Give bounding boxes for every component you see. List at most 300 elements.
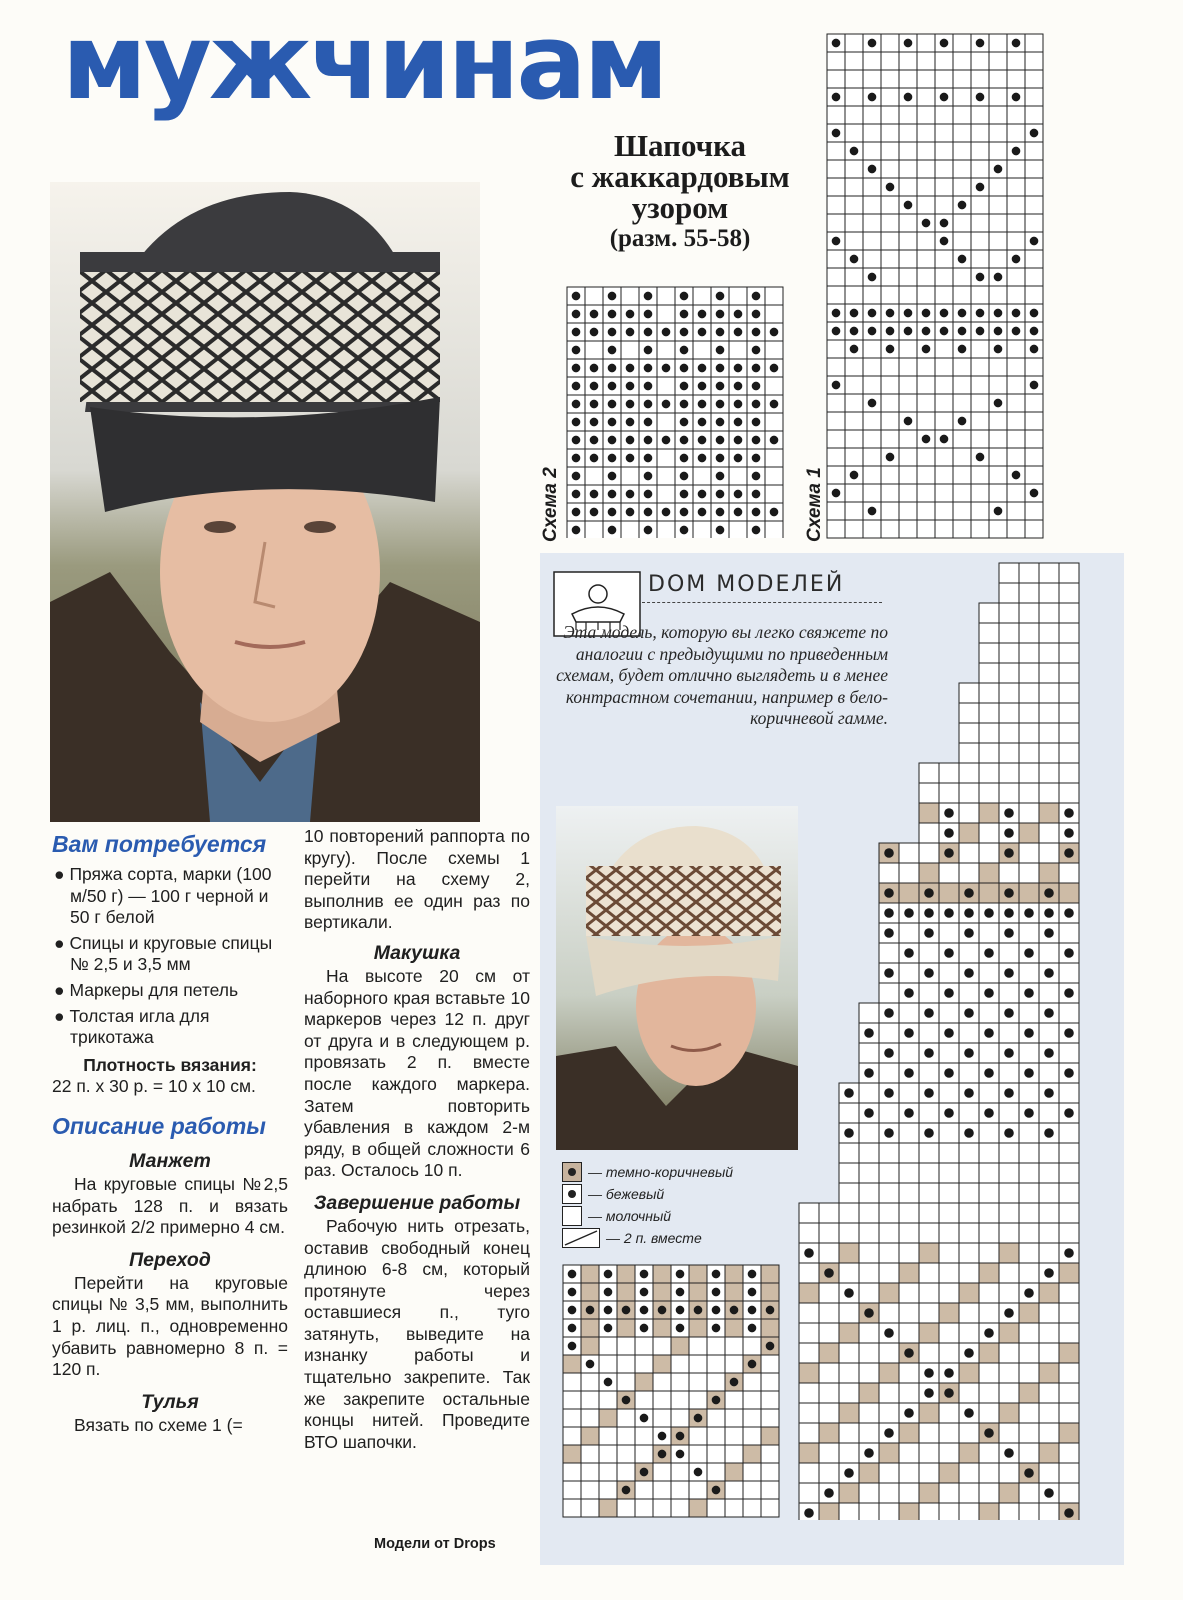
chart-stitch-dot	[694, 1306, 703, 1315]
chart-stitch-dot	[716, 310, 725, 319]
chart-stitch-dot	[850, 345, 859, 354]
chart-stitch-dot	[640, 1468, 649, 1477]
chart-cell	[581, 1319, 599, 1337]
chart-stitch-dot	[676, 1324, 685, 1333]
chart-cell	[959, 1203, 979, 1223]
schema-2-grid	[566, 286, 788, 538]
chart-cell	[859, 1043, 879, 1063]
chart-stitch-dot	[608, 328, 617, 337]
chart-cell	[919, 1103, 939, 1123]
chart-cell	[653, 1337, 671, 1355]
chart-stitch-dot	[676, 1450, 685, 1459]
chart-cell	[999, 1423, 1019, 1443]
chart-cell	[859, 1123, 879, 1143]
chart-stitch-dot	[572, 454, 581, 463]
chart-cell	[939, 1323, 959, 1343]
chart-cell	[859, 1263, 879, 1283]
chart-cell	[689, 1319, 707, 1337]
chart-cell	[859, 1463, 879, 1483]
chart-cell	[1007, 214, 1025, 232]
chart-stitch-dot	[1030, 129, 1039, 138]
chart-stitch-dot	[626, 490, 635, 499]
chart-stitch-dot	[884, 1048, 894, 1058]
chart-cell	[725, 1481, 743, 1499]
chart-stitch-dot	[680, 526, 689, 535]
crown-heading: Макушка	[373, 941, 461, 964]
chart-cell	[827, 520, 845, 538]
chart-cell	[859, 1363, 879, 1383]
chart-stitch-dot	[1012, 93, 1021, 102]
chart-cell	[657, 305, 675, 323]
chart-cell	[917, 376, 935, 394]
chart-cell	[979, 823, 999, 843]
chart-stitch-dot	[1024, 948, 1034, 958]
chart-stitch-dot	[944, 1388, 954, 1398]
chart-cell	[1039, 983, 1059, 1003]
chart-cell	[899, 70, 917, 88]
chart-cell	[819, 1463, 839, 1483]
chart-stitch-dot	[844, 1128, 854, 1138]
chart-stitch-dot	[640, 1270, 649, 1279]
chart-cell	[999, 583, 1019, 603]
chart-stitch-dot	[680, 472, 689, 481]
chart-stitch-dot	[904, 309, 913, 318]
chart-cell	[999, 1023, 1019, 1043]
chart-cell	[799, 1343, 819, 1363]
legend-label-k2tog: — 2 п. вместе	[606, 1230, 702, 1246]
chart-cell	[761, 1283, 779, 1301]
chart-cell	[1039, 1303, 1059, 1323]
chart-stitch-dot	[940, 93, 949, 102]
chart-cell	[1019, 843, 1039, 863]
chart-stitch-dot	[824, 1488, 834, 1498]
chart-stitch-dot	[590, 382, 599, 391]
chart-cell	[863, 376, 881, 394]
chart-cell	[725, 1337, 743, 1355]
chart-stitch-dot	[626, 382, 635, 391]
chart-cell	[1007, 484, 1025, 502]
chart-cell	[827, 430, 845, 448]
chart-stitch-dot	[716, 382, 725, 391]
chart-stitch-dot	[1044, 1048, 1054, 1058]
chart-cell	[1039, 823, 1059, 843]
chart-cell	[881, 394, 899, 412]
chart-cell	[729, 467, 747, 485]
chart-cell	[959, 723, 979, 743]
chart-cell	[971, 250, 989, 268]
chart-cell	[845, 34, 863, 52]
chart-cell	[617, 1319, 635, 1337]
pattern-size: (разм. 55-58)	[609, 225, 751, 252]
chart-cell	[653, 1373, 671, 1391]
chart-cell	[953, 178, 971, 196]
chart-cell	[971, 430, 989, 448]
chart-cell	[653, 1499, 671, 1517]
chart-cell	[1025, 52, 1043, 70]
chart-cell	[959, 803, 979, 823]
chart-stitch-dot	[770, 400, 779, 409]
chart-stitch-dot	[964, 1128, 974, 1138]
needs-item-needle: ● Толстая игла для трикотажа	[54, 1005, 210, 1048]
chart-cell	[707, 1445, 725, 1463]
chart-cell	[953, 52, 971, 70]
chart-cell	[935, 286, 953, 304]
chart-cell	[939, 1443, 959, 1463]
chart-cell	[827, 448, 845, 466]
body-heading: Тулья	[141, 1390, 199, 1413]
chart-stitch-dot	[680, 436, 689, 445]
chart-cell	[881, 70, 899, 88]
chart-stitch-dot	[572, 328, 581, 337]
chart-cell	[1007, 232, 1025, 250]
chart-cell	[919, 1343, 939, 1363]
chart-stitch-dot	[604, 1378, 613, 1387]
chart-cell	[1019, 663, 1039, 683]
chart-cell	[881, 88, 899, 106]
chart-cell	[859, 1243, 879, 1263]
chart-cell	[585, 287, 603, 305]
chart-cell	[827, 142, 845, 160]
chart-cell	[899, 466, 917, 484]
chart-cell	[1007, 196, 1025, 214]
chart-cell	[989, 142, 1007, 160]
chart-stitch-dot	[752, 364, 761, 373]
chart-cell	[1039, 663, 1059, 683]
chart-cell	[1039, 863, 1059, 883]
chart-cell	[959, 763, 979, 783]
chart-cell	[979, 723, 999, 743]
middle-column	[304, 826, 530, 1453]
chart-cell	[1059, 1343, 1079, 1363]
chart-cell	[863, 358, 881, 376]
chart-cell	[899, 1123, 919, 1143]
chart-cell	[939, 1043, 959, 1063]
chart-cell	[881, 250, 899, 268]
chart-stitch-dot	[868, 507, 877, 516]
chart-cell	[863, 196, 881, 214]
chart-stitch-dot	[984, 908, 994, 918]
chart-cell	[919, 1263, 939, 1283]
chart-stitch-dot	[1064, 1028, 1074, 1038]
chart-cell	[1039, 1503, 1059, 1520]
chart-cell	[761, 1391, 779, 1409]
chart-stitch-dot	[944, 808, 954, 818]
chart-cell	[979, 1243, 999, 1263]
chart-cell	[859, 1083, 879, 1103]
chart-stitch-dot	[964, 1088, 974, 1098]
chart-cell	[917, 394, 935, 412]
chart-stitch-dot	[734, 310, 743, 319]
chart-stitch-dot	[1064, 808, 1074, 818]
needs-heading: Вам потребуется	[52, 831, 267, 857]
crown-text: На высоте 20 см от наборного края вставьте 10 маркеров через 12 п. друг от друга и в следующем р. провязать 2 п. вместе после каждого маркера. Затем повторить убавления в каждом 2-м ряду, в общей сложности 6 раз. Осталось 10 п.	[304, 965, 530, 1181]
chart-cell	[959, 1063, 979, 1083]
chart-cell	[1059, 1163, 1079, 1183]
chart-cell	[827, 466, 845, 484]
chart-cell	[689, 1373, 707, 1391]
chart-cell	[581, 1463, 599, 1481]
chart-cell	[917, 412, 935, 430]
chart-stitch-dot	[698, 508, 707, 517]
chart-cell	[999, 763, 1019, 783]
chart-cell	[863, 178, 881, 196]
chart-stitch-dot	[944, 848, 954, 858]
chart-stitch-dot	[1024, 988, 1034, 998]
chart-stitch-dot	[850, 309, 859, 318]
chart-stitch-dot	[590, 310, 599, 319]
chart-cell	[617, 1427, 635, 1445]
chart-cell	[939, 1303, 959, 1323]
chart-cell	[881, 376, 899, 394]
chart-stitch-dot	[658, 1306, 667, 1315]
chart-stitch-dot	[712, 1306, 721, 1315]
chart-cell	[761, 1409, 779, 1427]
chart-cell	[1059, 723, 1079, 743]
chart-cell	[671, 1355, 689, 1373]
chart-cell	[827, 106, 845, 124]
chart-stitch-dot	[1044, 908, 1054, 918]
chart-stitch-dot	[698, 418, 707, 427]
chart-stitch-dot	[770, 436, 779, 445]
chart-stitch-dot	[864, 1108, 874, 1118]
chart-cell	[959, 863, 979, 883]
chart-cell	[599, 1463, 617, 1481]
chart-stitch-dot	[572, 508, 581, 517]
chart-cell	[899, 1483, 919, 1503]
chart-stitch-dot	[662, 436, 671, 445]
chart-cell	[979, 1303, 999, 1323]
chart-cell	[1019, 643, 1039, 663]
chart-cell	[989, 70, 1007, 88]
chart-cell	[899, 1463, 919, 1483]
chart-cell	[1007, 340, 1025, 358]
chart-stitch-dot	[1044, 928, 1054, 938]
chart-cell	[1025, 358, 1043, 376]
chart-cell	[919, 863, 939, 883]
chart-cell	[1039, 743, 1059, 763]
chart-cell	[765, 467, 783, 485]
chart-stitch-dot	[1064, 848, 1074, 858]
chart-cell	[979, 1503, 999, 1520]
chart-cell	[725, 1265, 743, 1283]
chart-cell	[989, 214, 1007, 232]
chart-stitch-dot	[712, 1288, 721, 1297]
chart-cell	[1019, 1483, 1039, 1503]
chart-cell	[999, 1063, 1019, 1083]
chart-cell	[1059, 1323, 1079, 1343]
chart-cell	[1019, 743, 1039, 763]
chart-stitch-dot	[994, 165, 1003, 174]
chart-cell	[1019, 1163, 1039, 1183]
chart-cell	[979, 1203, 999, 1223]
chart-cell	[657, 485, 675, 503]
chart-stitch-dot	[626, 364, 635, 373]
chart-cell	[635, 1391, 653, 1409]
chart-cell	[879, 1283, 899, 1303]
chart-cell	[1019, 823, 1039, 843]
chart-stitch-dot	[752, 490, 761, 499]
chart-cell	[657, 287, 675, 305]
chart-cell	[765, 485, 783, 503]
chart-cell	[581, 1337, 599, 1355]
chart-cell	[935, 412, 953, 430]
chart-stitch-dot	[712, 1396, 721, 1405]
chart-cell	[1019, 623, 1039, 643]
chart-cell	[999, 723, 1019, 743]
chart-stitch-dot	[886, 327, 895, 336]
legend-label-dark-brown: — темно-коричневый	[588, 1164, 734, 1180]
chart-cell	[939, 1143, 959, 1163]
chart-cell	[863, 430, 881, 448]
chart-cell	[1019, 723, 1039, 743]
chart-cell	[819, 1383, 839, 1403]
chart-stitch-dot	[940, 39, 949, 48]
chart-cell	[899, 142, 917, 160]
chart-cell	[979, 663, 999, 683]
chart-stitch-dot	[680, 346, 689, 355]
chart-cell	[827, 52, 845, 70]
chart-stitch-dot	[1064, 1068, 1074, 1078]
chart-stitch-dot	[1004, 848, 1014, 858]
chart-cell	[979, 1043, 999, 1063]
chart-cell	[1025, 268, 1043, 286]
chart-cell	[971, 142, 989, 160]
chart-cell	[671, 1409, 689, 1427]
chart-cell	[917, 484, 935, 502]
chart-cell	[839, 1443, 859, 1463]
chart-cell	[899, 1163, 919, 1183]
chart-cell	[1039, 1063, 1059, 1083]
chart-cell	[617, 1409, 635, 1427]
chart-cell	[939, 1123, 959, 1143]
chart-cell	[617, 1373, 635, 1391]
chart-stitch-dot	[924, 888, 934, 898]
chart-stitch-dot	[1044, 968, 1054, 978]
chart-cell	[581, 1445, 599, 1463]
chart-cell	[819, 1303, 839, 1323]
chart-cell	[827, 340, 845, 358]
chart-cell	[635, 1445, 653, 1463]
chart-stitch-dot	[608, 292, 617, 301]
chart-stitch-dot	[922, 435, 931, 444]
chart-stitch-dot	[976, 39, 985, 48]
chart-cell	[899, 430, 917, 448]
chart-cell	[845, 52, 863, 70]
chart-stitch-dot	[944, 1028, 954, 1038]
chart-stitch-dot	[698, 436, 707, 445]
chart-cell	[761, 1427, 779, 1445]
chart-cell	[899, 178, 917, 196]
chart-cell	[979, 683, 999, 703]
chart-cell	[881, 124, 899, 142]
chart-stitch-dot	[734, 436, 743, 445]
chart-stitch-dot	[568, 1306, 577, 1315]
legend	[562, 1162, 762, 1250]
chart-cell	[899, 1203, 919, 1223]
chart-cell	[899, 286, 917, 304]
chart-cell	[819, 1323, 839, 1343]
chart-cell	[989, 286, 1007, 304]
chart-stitch-dot	[1064, 908, 1074, 918]
chart-cell	[1059, 1143, 1079, 1163]
chart-cell	[953, 466, 971, 484]
legend-swatch-milk	[562, 1206, 582, 1226]
chart-cell	[1039, 1183, 1059, 1203]
needs-item-needles: ● Спицы и круговые спицы № 2,5 и 3,5 мм	[54, 932, 273, 975]
chart-cell	[1039, 563, 1059, 583]
chart-stitch-dot	[976, 453, 985, 462]
chart-cell	[599, 1427, 617, 1445]
chart-cell	[863, 70, 881, 88]
chart-stitch-dot	[1044, 1128, 1054, 1138]
chart-cell	[689, 1391, 707, 1409]
chart-stitch-dot	[716, 472, 725, 481]
chart-cell	[1019, 583, 1039, 603]
chart-cell	[863, 124, 881, 142]
chart-stitch-dot	[730, 1306, 739, 1315]
chart-cell	[765, 449, 783, 467]
chart-cell	[761, 1355, 779, 1373]
chart-cell	[657, 377, 675, 395]
chart-cell	[971, 376, 989, 394]
chart-stitch-dot	[698, 364, 707, 373]
chart-cell	[599, 1481, 617, 1499]
chart-cell	[1019, 1143, 1039, 1163]
legend-label-milk: — молочный	[588, 1208, 672, 1224]
chart-cell	[1019, 963, 1039, 983]
chart-cell	[653, 1481, 671, 1499]
chart-cell	[617, 1499, 635, 1517]
chart-cell	[999, 863, 1019, 883]
chart-stitch-dot	[850, 147, 859, 156]
chart-stitch-dot	[1004, 1308, 1014, 1318]
chart-cell	[899, 1243, 919, 1263]
legend-label-beige: — бежевый	[588, 1186, 665, 1202]
chart-cell	[899, 520, 917, 538]
chart-stitch-dot	[626, 310, 635, 319]
chart-cell	[1007, 124, 1025, 142]
chart-cell	[979, 1163, 999, 1183]
chart-cell	[671, 1373, 689, 1391]
chart-cell	[635, 1427, 653, 1445]
chart-cell	[1025, 430, 1043, 448]
chart-cell	[959, 943, 979, 963]
chart-cell	[935, 268, 953, 286]
chart-stitch-dot	[1024, 1288, 1034, 1298]
chart-cell	[989, 250, 1007, 268]
chart-cell	[1059, 1383, 1079, 1403]
chart-cell	[845, 412, 863, 430]
chart-stitch-dot	[944, 988, 954, 998]
chart-cell	[617, 1355, 635, 1373]
chart-cell	[827, 160, 845, 178]
chart-stitch-dot	[716, 526, 725, 535]
chart-stitch-dot	[644, 490, 653, 499]
chart-stitch-dot	[716, 418, 725, 427]
chart-stitch-dot	[716, 364, 725, 373]
chart-cell	[959, 1183, 979, 1203]
chart-cell	[959, 683, 979, 703]
chart-cell	[1007, 52, 1025, 70]
chart-cell	[863, 286, 881, 304]
chart-stitch-dot	[868, 399, 877, 408]
chart-cell	[1019, 1203, 1039, 1223]
chart-cell	[971, 286, 989, 304]
chart-cell	[819, 1403, 839, 1423]
chart-cell	[819, 1443, 839, 1463]
chart-stitch-dot	[1004, 1008, 1014, 1018]
chart-stitch-dot	[844, 1088, 854, 1098]
